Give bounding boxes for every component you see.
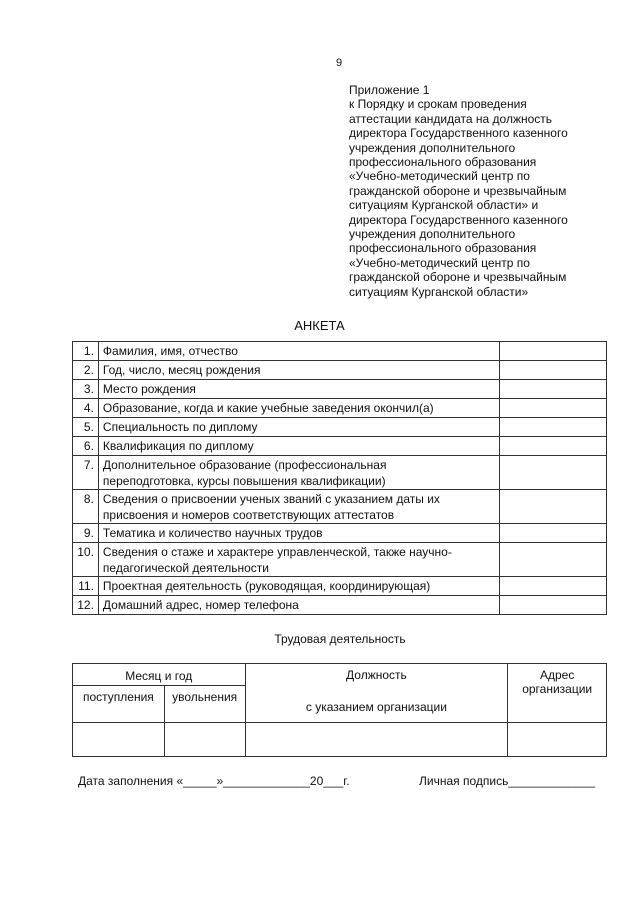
- row-answer-cell[interactable]: [499, 437, 606, 456]
- row-number: 1.: [73, 342, 99, 361]
- fill-date-field[interactable]: Дата заполнения «_____»_____________20___г.: [78, 774, 350, 788]
- questionnaire-row: [73, 418, 607, 437]
- question-line: педагогической деятельности: [102, 560, 269, 575]
- appendix-line: ситуациям Курганской области» и: [349, 198, 539, 213]
- questionnaire-row: [73, 399, 607, 418]
- appendix-line: учреждения дополнительного: [349, 140, 516, 155]
- row-number: 3.: [73, 380, 99, 399]
- row-question: [98, 361, 499, 380]
- page-number: 9: [336, 57, 343, 69]
- work-history-title: Трудовая деятельность: [274, 632, 406, 646]
- question-line: Домашний адрес, номер телефона: [102, 598, 299, 612]
- question-line: Год, число, месяц рождения: [102, 363, 261, 377]
- entry-header: поступления: [73, 686, 165, 723]
- row-question: [98, 437, 499, 456]
- row-answer-cell[interactable]: [499, 418, 606, 437]
- appendix-line: к Порядку и срокам проведения: [349, 97, 527, 112]
- row-answer-cell[interactable]: [499, 524, 606, 543]
- row-number: 4.: [73, 399, 99, 418]
- row-question: [98, 456, 499, 490]
- row-answer-cell[interactable]: [499, 361, 606, 380]
- address-header: [508, 664, 607, 723]
- appendix-line: учреждения дополнительного: [349, 227, 516, 242]
- exit-header: увольнения: [164, 686, 245, 723]
- row-question: [98, 380, 499, 399]
- question-line: Дополнительное образование (профессиональная: [102, 458, 387, 472]
- questionnaire-row: [73, 543, 607, 577]
- appendix-line: профессионального образования: [349, 155, 537, 170]
- question-line: переподготовка, курсы повышения квалификации): [102, 473, 386, 488]
- row-answer-cell[interactable]: [499, 399, 606, 418]
- row-answer-cell[interactable]: [499, 342, 606, 361]
- row-number: 7.: [73, 456, 99, 490]
- row-question: [98, 342, 499, 361]
- position-header: [245, 664, 508, 723]
- question-line: присвоения и номеров соответствующих аттестатов: [102, 507, 395, 522]
- entry-date-cell[interactable]: [73, 723, 165, 757]
- appendix-line: Приложение 1: [349, 83, 430, 97]
- question-line: Проектная деятельность (руководящая, координирующая): [102, 579, 431, 593]
- row-number: 12.: [73, 596, 99, 615]
- month-year-header: Месяц и год: [73, 664, 246, 686]
- row-number: 6.: [73, 437, 99, 456]
- question-line: Место рождения: [102, 382, 196, 396]
- work-history-table: [72, 663, 607, 757]
- row-number: 11.: [73, 577, 99, 596]
- row-number: 9.: [73, 524, 99, 543]
- appendix-header: [349, 83, 629, 299]
- row-number: 8.: [73, 490, 99, 524]
- row-number: 2.: [73, 361, 99, 380]
- address-header-line1: Адрес: [539, 668, 575, 682]
- row-number: 5.: [73, 418, 99, 437]
- question-line: Образование, когда и какие учебные заведения окончил(а): [102, 401, 434, 415]
- appendix-line: гражданской обороне и чрезвычайным: [349, 270, 567, 285]
- position-header-sub: с указанием организации: [305, 700, 447, 714]
- questionnaire-row: [73, 342, 607, 361]
- questionnaire-row: [73, 456, 607, 490]
- row-answer-cell[interactable]: [499, 577, 606, 596]
- position-cell[interactable]: [245, 723, 508, 757]
- form-title: АНКЕТА: [294, 318, 345, 333]
- position-header-title: Должность: [346, 668, 407, 682]
- appendix-line: директора Государственного казенного: [349, 212, 568, 227]
- row-question: [98, 543, 499, 577]
- questionnaire-row: [73, 361, 607, 380]
- row-answer-cell[interactable]: [499, 380, 606, 399]
- questionnaire-row: [73, 524, 607, 543]
- appendix-line: «Учебно-методический центр по: [349, 169, 530, 184]
- row-answer-cell[interactable]: [499, 543, 606, 577]
- appendix-line: «Учебно-методический центр по: [349, 255, 530, 270]
- appendix-line: профессионального образования: [349, 241, 537, 256]
- exit-date-cell[interactable]: [164, 723, 245, 757]
- appendix-line: директора Государственного казенного: [349, 126, 568, 141]
- question-line: Квалификация по диплому: [102, 439, 254, 453]
- row-question: [98, 399, 499, 418]
- questionnaire-row: [73, 490, 607, 524]
- questionnaire-table: [72, 341, 607, 615]
- row-question: [98, 596, 499, 615]
- appendix-line: ситуациям Курганской области»: [349, 284, 529, 299]
- row-answer-cell[interactable]: [499, 456, 606, 490]
- appendix-line: аттестации кандидата на должность: [349, 111, 553, 126]
- questionnaire-row: [73, 380, 607, 399]
- row-question: [98, 524, 499, 543]
- row-question: [98, 490, 499, 524]
- question-line: Тематика и количество научных трудов: [102, 526, 323, 540]
- questionnaire-row: [73, 577, 607, 596]
- row-answer-cell[interactable]: [499, 490, 606, 524]
- signature-field[interactable]: Личная подпись_____________: [419, 774, 596, 788]
- questionnaire-row: [73, 596, 607, 615]
- question-line: Фамилия, имя, отчество: [102, 344, 238, 358]
- row-question: [98, 418, 499, 437]
- question-line: Специальность по диплому: [102, 420, 258, 434]
- question-line: Сведения о присвоении ученых званий с указанием даты их: [102, 492, 440, 506]
- address-header-line2: организации: [522, 682, 593, 696]
- appendix-line: гражданской обороне и чрезвычайным: [349, 183, 567, 198]
- row-answer-cell[interactable]: [499, 596, 606, 615]
- row-question: [98, 577, 499, 596]
- address-cell[interactable]: [508, 723, 607, 757]
- questionnaire-row: [73, 437, 607, 456]
- question-line: Сведения о стаже и характере управленческой, также научно-: [102, 545, 452, 559]
- row-number: 10.: [73, 543, 99, 577]
